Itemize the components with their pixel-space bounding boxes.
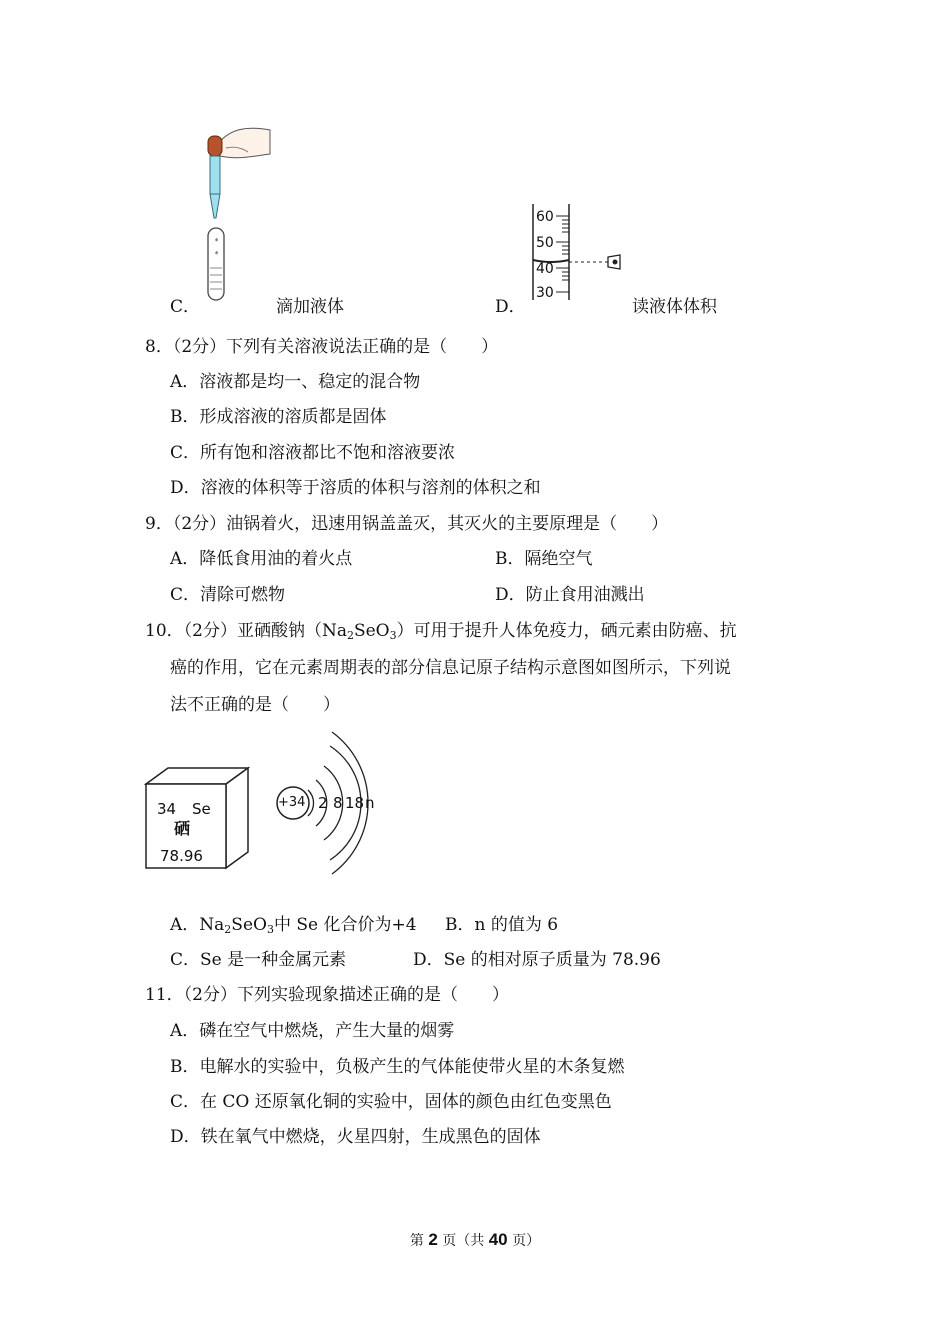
option-d-letter: D． [495,297,526,317]
element-name: 硒 [174,819,191,838]
cylinder-tick-60: 60 [536,209,554,225]
page-footer [0,1229,950,1252]
q11-option-d: D．铁在氧气中燃烧，火星四射，生成黑色的固体 [170,1127,541,1147]
footer-total-pages: 40 [488,1230,508,1249]
footer-pre: 第 [409,1233,429,1249]
footer-post: 页） [507,1233,541,1249]
q10-option-c: C．Se 是一种金属元素 [170,950,347,970]
q10-a-sub2: 3 [266,923,274,936]
q11-option-b: B．电解水的实验中，负极产生的气体能使带火星的木条复燃 [170,1057,625,1077]
q10-stem-post: ）可用于提升人体免疫力，硒元素由防癌、抗 [396,621,737,641]
question-10-line3: 法不正确的是（ ） [170,695,340,715]
q10-option-b: B．n 的值为 6 [445,915,559,935]
q8-option-d: D．溶液的体积等于溶质的体积与溶剂的体积之和 [170,478,541,498]
q10-option-a [170,914,417,936]
question-9-stem: 9．（2分）油锅着火，迅速用锅盖盖灭，其灭火的主要原理是（ ） [145,514,669,534]
q10-a-post: 中 Se 化合价为+4 [273,915,417,935]
q8-option-c: C．所有饱和溶液都比不饱和溶液要浓 [170,443,456,463]
cylinder-tick-30: 30 [536,285,554,301]
option-c-label: 滴加液体 [276,297,344,317]
option-d-label: 读液体体积 [632,297,717,317]
atom-shell-3: 18 [345,794,365,812]
atom-shell-4: n [365,794,375,812]
q10-stem-mid: SeO [353,621,390,641]
atom-nucleus-charge: +34 [278,795,306,810]
cylinder-tick-40: 40 [536,261,554,277]
atom-shell-2: 8 [333,794,343,812]
question-8-stem: 8．（2分）下列有关溶液说法正确的是（ ） [145,337,499,357]
footer-mid: 页（共 [437,1233,489,1249]
q8-option-a: A．溶液都是均一、稳定的混合物 [170,372,421,392]
element-atomic-mass: 78.96 [160,847,203,865]
question-10-line2: 癌的作用，它在元素周期表的部分信息记原子结构示意图如图所示，下列说 [170,658,731,678]
q10-a-mid: SeO [231,915,267,935]
q9-option-b: B．隔绝空气 [495,549,593,569]
element-symbol: Se [192,800,211,818]
question-11-stem: 11．（2分）下列实验现象描述正确的是（ ） [145,985,509,1005]
dropper-illustration [190,122,280,307]
atom-shell-1: 2 [318,794,328,812]
q10-option-d: D．Se 的相对原子质量为 78.96 [413,950,661,970]
q11-option-a: A．磷在空气中燃烧，产生大量的烟雾 [170,1021,455,1041]
q10-stem-sub1: 2 [346,629,354,642]
question-10-stem [145,620,737,642]
q9-option-a: A．降低食用油的着火点 [170,549,353,569]
option-c-letter: C． [170,297,201,317]
q10-stem-sub2: 3 [389,629,397,642]
q10-stem-pre: 10．（2分）亚硒酸钠（Na [145,621,347,641]
q8-option-b: B．形成溶液的溶质都是固体 [170,407,387,427]
q11-option-c: C．在 CO 还原氧化铜的实验中，固体的颜色由红色变黑色 [170,1092,612,1112]
q9-option-c: C．清除可燃物 [170,585,286,605]
q10-a-sub1: 2 [224,923,232,936]
cylinder-tick-50: 50 [536,235,554,251]
footer-page-number: 2 [428,1230,438,1249]
q10-a-pre: A．Na [170,915,225,935]
element-atomic-number: 34 [157,800,177,818]
q9-option-d: D．防止食用油溅出 [495,585,645,605]
